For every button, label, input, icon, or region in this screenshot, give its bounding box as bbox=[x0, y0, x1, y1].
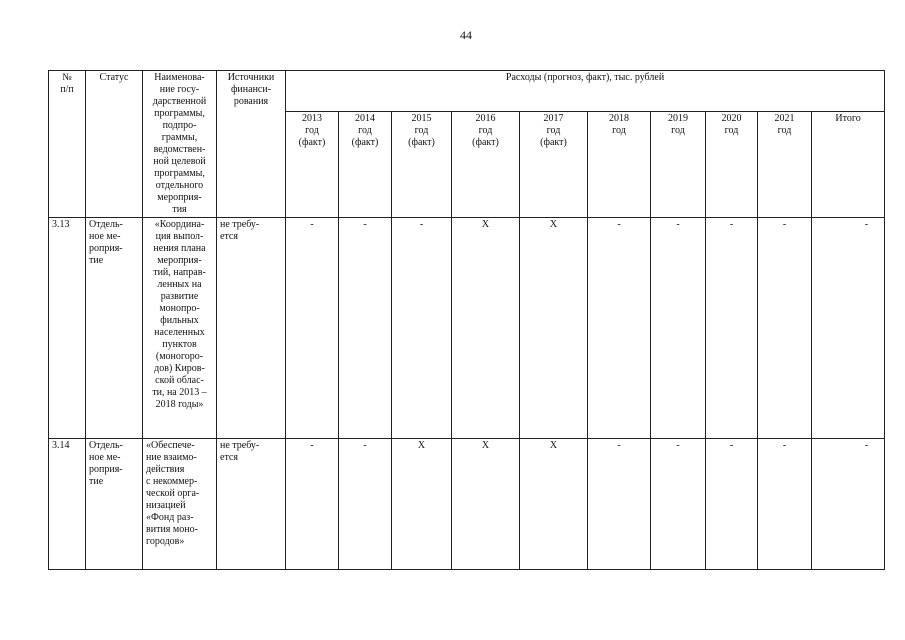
value-total: - bbox=[812, 439, 885, 570]
value-2019: - bbox=[651, 439, 706, 570]
value-2018: - bbox=[588, 439, 651, 570]
row-name: «Координа- ция выпол- нения плана мероприя- тий, направ- ленных на развитие монопро- фильных населенных пунктов (моногоро- дов) Киров- ской облас- ти, на 2013 – 2018 годы» bbox=[143, 218, 217, 439]
header-year-2014: 2014 год (факт) bbox=[339, 111, 392, 217]
header-num: № п/п bbox=[49, 71, 86, 218]
value-2015: Х bbox=[392, 439, 452, 570]
value-2013: - bbox=[286, 439, 339, 570]
table-row bbox=[49, 439, 885, 570]
header-year-2018: 2018 год bbox=[588, 111, 651, 217]
row-source: не требу- ется bbox=[217, 218, 286, 439]
header-total: Итого bbox=[812, 111, 885, 217]
value-2021: - bbox=[758, 439, 812, 570]
expenses-table bbox=[48, 70, 885, 570]
value-2021: - bbox=[758, 218, 812, 439]
header-year-2021: 2021 год bbox=[758, 111, 812, 217]
header-year-2017: 2017 год (факт) bbox=[520, 111, 588, 217]
header-year-2015: 2015 год (факт) bbox=[392, 111, 452, 217]
row-num: 3.14 bbox=[49, 439, 86, 570]
value-2013: - bbox=[286, 218, 339, 439]
header-year-2019: 2019 год bbox=[651, 111, 706, 217]
header-status: Статус bbox=[86, 71, 143, 218]
value-2019: - bbox=[651, 218, 706, 439]
row-name: «Обеспече- ние взаимо- действия с некоммер- ческой орга- низацией «Фонд раз- вития моно- городов» bbox=[143, 439, 217, 570]
header-year-2016: 2016 год (факт) bbox=[452, 111, 520, 217]
row-source: не требу- ется bbox=[217, 439, 286, 570]
value-2018: - bbox=[588, 218, 651, 439]
table-row bbox=[49, 218, 885, 439]
value-2020: - bbox=[706, 439, 758, 570]
header-year-2013: 2013 год (факт) bbox=[286, 111, 339, 217]
header-year-2020: 2020 год bbox=[706, 111, 758, 217]
value-2016: Х bbox=[452, 439, 520, 570]
value-2020: - bbox=[706, 218, 758, 439]
value-total: - bbox=[812, 218, 885, 439]
header-row-1 bbox=[49, 71, 885, 112]
value-2017: Х bbox=[520, 439, 588, 570]
header-expenses: Расходы (прогноз, факт), тыс. рублей bbox=[286, 71, 885, 112]
value-2014: - bbox=[339, 218, 392, 439]
value-2014: - bbox=[339, 439, 392, 570]
value-2017: Х bbox=[520, 218, 588, 439]
page-number: 44 bbox=[460, 28, 472, 42]
header-name: Наименова- ние госу- дарственной программы, подпро- граммы, ведомствен- ной целевой программы, отдельного мероприя- тия bbox=[143, 71, 217, 218]
row-status: Отдель- ное ме- роприя- тие bbox=[86, 439, 143, 570]
value-2015: - bbox=[392, 218, 452, 439]
header-sources: Источники финанси- рования bbox=[217, 71, 286, 218]
row-num: 3.13 bbox=[49, 218, 86, 439]
value-2016: Х bbox=[452, 218, 520, 439]
row-status: Отдель- ное ме- роприя- тие bbox=[86, 218, 143, 439]
